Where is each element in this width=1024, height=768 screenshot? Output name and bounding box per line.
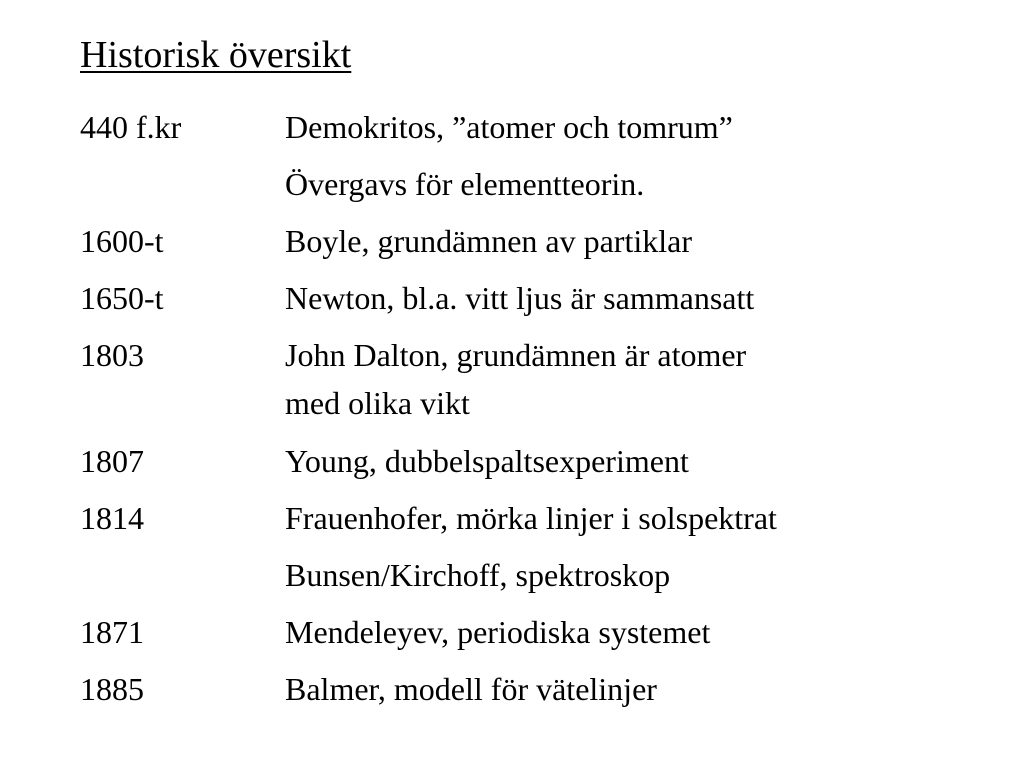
timeline-year: 1600-t: [80, 223, 164, 259]
timeline-description-line: Övergavs för elementteorin.: [285, 166, 645, 202]
timeline-year: 1814: [80, 500, 144, 536]
timeline-description: [285, 437, 689, 485]
timeline-description-line: John Dalton, grundämnen är atomer: [285, 337, 747, 373]
timeline-description: [285, 551, 670, 599]
timeline-description-line: Bunsen/Kirchoff, spektroskop: [285, 557, 671, 593]
timeline-year: 440 f.kr: [80, 109, 182, 145]
timeline-description: [285, 608, 710, 656]
timeline-description: [285, 160, 644, 208]
timeline-description-line: Young, dubbelspaltsexperiment: [285, 443, 689, 479]
timeline-description: [285, 494, 777, 542]
timeline-year: 1803: [80, 337, 144, 373]
page-title: Historisk översikt: [80, 34, 352, 76]
timeline-description: [285, 331, 746, 427]
timeline-description-line: Newton, bl.a. vitt ljus är sammansatt: [285, 280, 755, 316]
timeline-description-line: Boyle, grundämnen av partiklar: [285, 223, 692, 259]
timeline-description-line: Demokritos, ”atomer och tomrum”: [285, 109, 733, 145]
timeline-description: [285, 274, 754, 322]
timeline-description-line: med olika vikt: [285, 385, 470, 421]
timeline-year: 1885: [80, 671, 144, 707]
timeline-description: [285, 217, 692, 265]
timeline-year: 1871: [80, 614, 144, 650]
timeline-description: [285, 665, 657, 713]
timeline-year: 1650-t: [80, 280, 164, 316]
timeline-description-line: Mendeleyev, periodiska systemet: [285, 614, 711, 650]
timeline-description-line: Balmer, modell för vätelinjer: [285, 671, 657, 707]
timeline-description: [285, 103, 733, 151]
timeline-description-line: Frauenhofer, mörka linjer i solspektrat: [285, 500, 777, 536]
timeline-year: 1807: [80, 443, 144, 479]
